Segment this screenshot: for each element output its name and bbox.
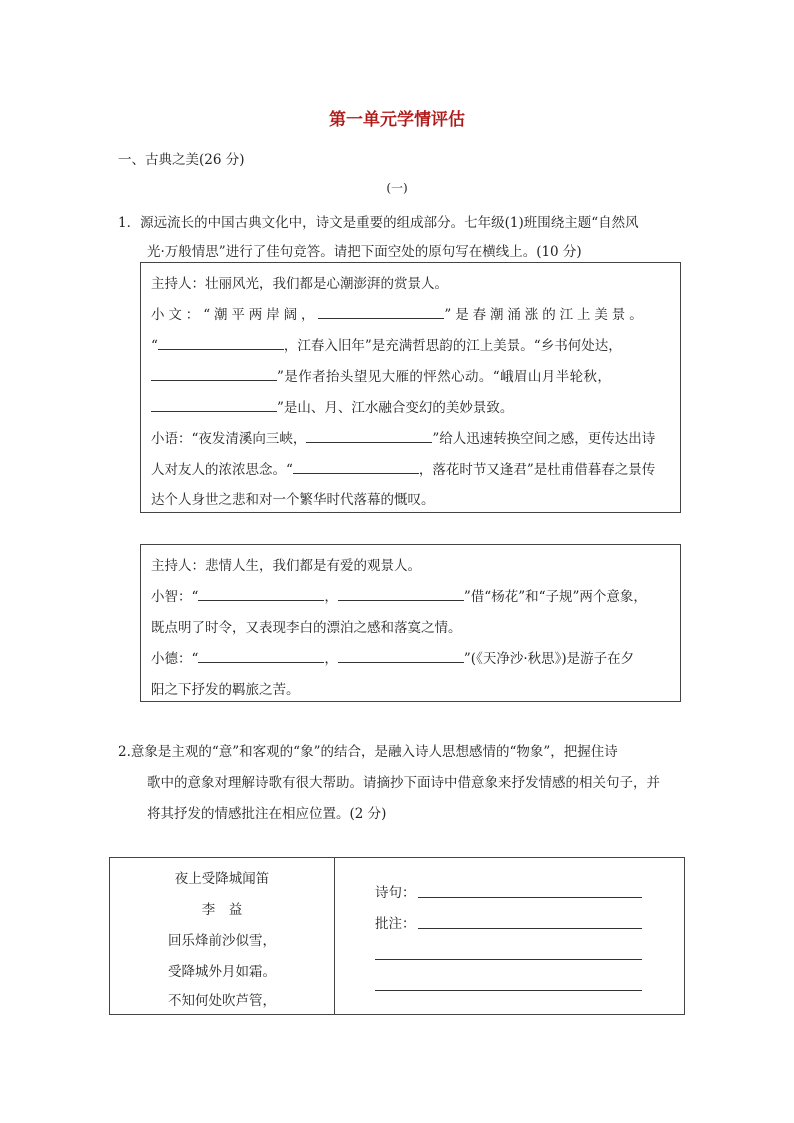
answer-box-1 [140, 262, 681, 513]
box1-line-3 [151, 334, 622, 354]
blank-8[interactable] [338, 586, 464, 601]
box1-xiaoyu-prefix: 小语：“夜发清溪向三峡， [151, 431, 307, 447]
box1-xiaoyu-line [151, 427, 655, 447]
note-answer-line-1[interactable] [418, 928, 642, 929]
poem-author: 李 益 [201, 902, 243, 918]
box2-xiaozhi-suffix: ”借“杨花”和“子规”两个意象， [463, 589, 647, 605]
box1-xiaowen-prefix: 小文：“潮平两岸阔， [151, 307, 319, 323]
table-divider [334, 858, 335, 1014]
question-2-line-1: 2.意象是主观的“意”和客观的“象”的结合，是融入诗人思想感情的“物象”，把握住诗 [118, 744, 618, 760]
question-1-line-2: 光·万般情思”进行了佳句竞答。请把下面空处的原句写在横线上。(10 分) [147, 244, 582, 260]
sentence-answer-line[interactable] [418, 897, 642, 898]
blank-3[interactable] [151, 366, 277, 381]
box1-xiaoyu-suffix: ”给人迅速转换空间之感，更传达出诗 [432, 431, 656, 447]
box2-xiaozhi-line [151, 585, 647, 605]
blank-9[interactable] [198, 648, 324, 663]
poem-line-2: 受降城外月如霜。 [168, 964, 276, 980]
box1-line7-prefix: 人对友人的浓浓思念。“ [151, 462, 293, 478]
note-answer-line-3[interactable] [375, 990, 642, 991]
blank-5[interactable] [306, 428, 432, 443]
box1-line-7 [151, 458, 655, 478]
blank-2[interactable] [158, 335, 284, 350]
box1-line4-text: ”是作者抬头望见大雁的怦然心动。“峨眉山月半轮秋， [277, 369, 612, 385]
page-title: 第一单元学情评估 [329, 110, 465, 130]
box1-line-8: 达个人身世之悲和对一个繁华时代落幕的慨叹。 [151, 492, 435, 508]
box2-xiaode-comma: ， [324, 651, 338, 667]
box2-xiaode-suffix: ”(《天净沙·秋思》)是游子在夕 [463, 651, 635, 667]
box2-line-5: 阳之下抒发的羁旅之苦。 [151, 682, 300, 698]
poem-title: 夜上受降城闻笛 [174, 871, 270, 887]
box1-line-5 [151, 396, 513, 416]
blank-1[interactable] [318, 304, 444, 319]
blank-10[interactable] [338, 648, 464, 663]
answer-box-2 [140, 544, 681, 702]
box1-line7-suffix: ，落花时节又逢君”是杜甫借暮春之景传 [418, 462, 656, 478]
box2-host-line: 主持人：悲情人生，我们都是有爱的观景人。 [151, 558, 421, 574]
section-heading: 一、古典之美(26 分) [118, 152, 245, 168]
subsection-heading: (一) [386, 181, 408, 195]
box2-xiaode-line [151, 647, 634, 667]
sentence-label: 诗句： [375, 885, 416, 901]
question-2-line-3: 将其抒发的情感批注在相应位置。(2 分) [147, 806, 387, 822]
poem-table [109, 857, 685, 1015]
poem-line-3: 不知何处吹芦管， [168, 993, 276, 1009]
note-answer-line-2[interactable] [375, 959, 642, 960]
box2-line-3: 既点明了时令，又表现李白的漂泊之感和落寞之情。 [151, 620, 462, 636]
question-1-line-1: 1．源远流长的中国古典文化中，诗文是重要的组成部分。七年级(1)班围绕主题“自然风 [118, 215, 639, 231]
box1-line5-text: ”是山、月、江水融合变幻的美妙景致。 [277, 400, 514, 416]
box1-xiaowen-suffix: ”是春潮涌涨的江上美景。 [444, 307, 647, 323]
question-2-line-2: 歌中的意象对理解诗歌有很大帮助。请摘抄下面诗中借意象来抒发情感的相关句子，并 [147, 775, 660, 791]
box2-xiaode-prefix: 小德：“ [151, 651, 199, 667]
note-label: 批注： [375, 916, 416, 932]
box1-line3-open: “ [151, 338, 158, 354]
box1-line3-text: ，江春入旧年”是充满哲思韵的江上美景。“乡书何处达， [283, 338, 622, 354]
blank-6[interactable] [293, 459, 419, 474]
blank-4[interactable] [151, 397, 277, 412]
box1-host-line: 主持人：壮丽风光，我们都是心潮澎湃的赏景人。 [151, 276, 448, 292]
box2-xiaozhi-prefix: 小智：“ [151, 589, 199, 605]
box1-line-4 [151, 365, 611, 385]
box1-xiaowen-line [151, 303, 647, 323]
blank-7[interactable] [198, 586, 324, 601]
box2-xiaozhi-comma: ， [324, 589, 338, 605]
poem-line-1: 回乐烽前沙似雪， [168, 933, 276, 949]
